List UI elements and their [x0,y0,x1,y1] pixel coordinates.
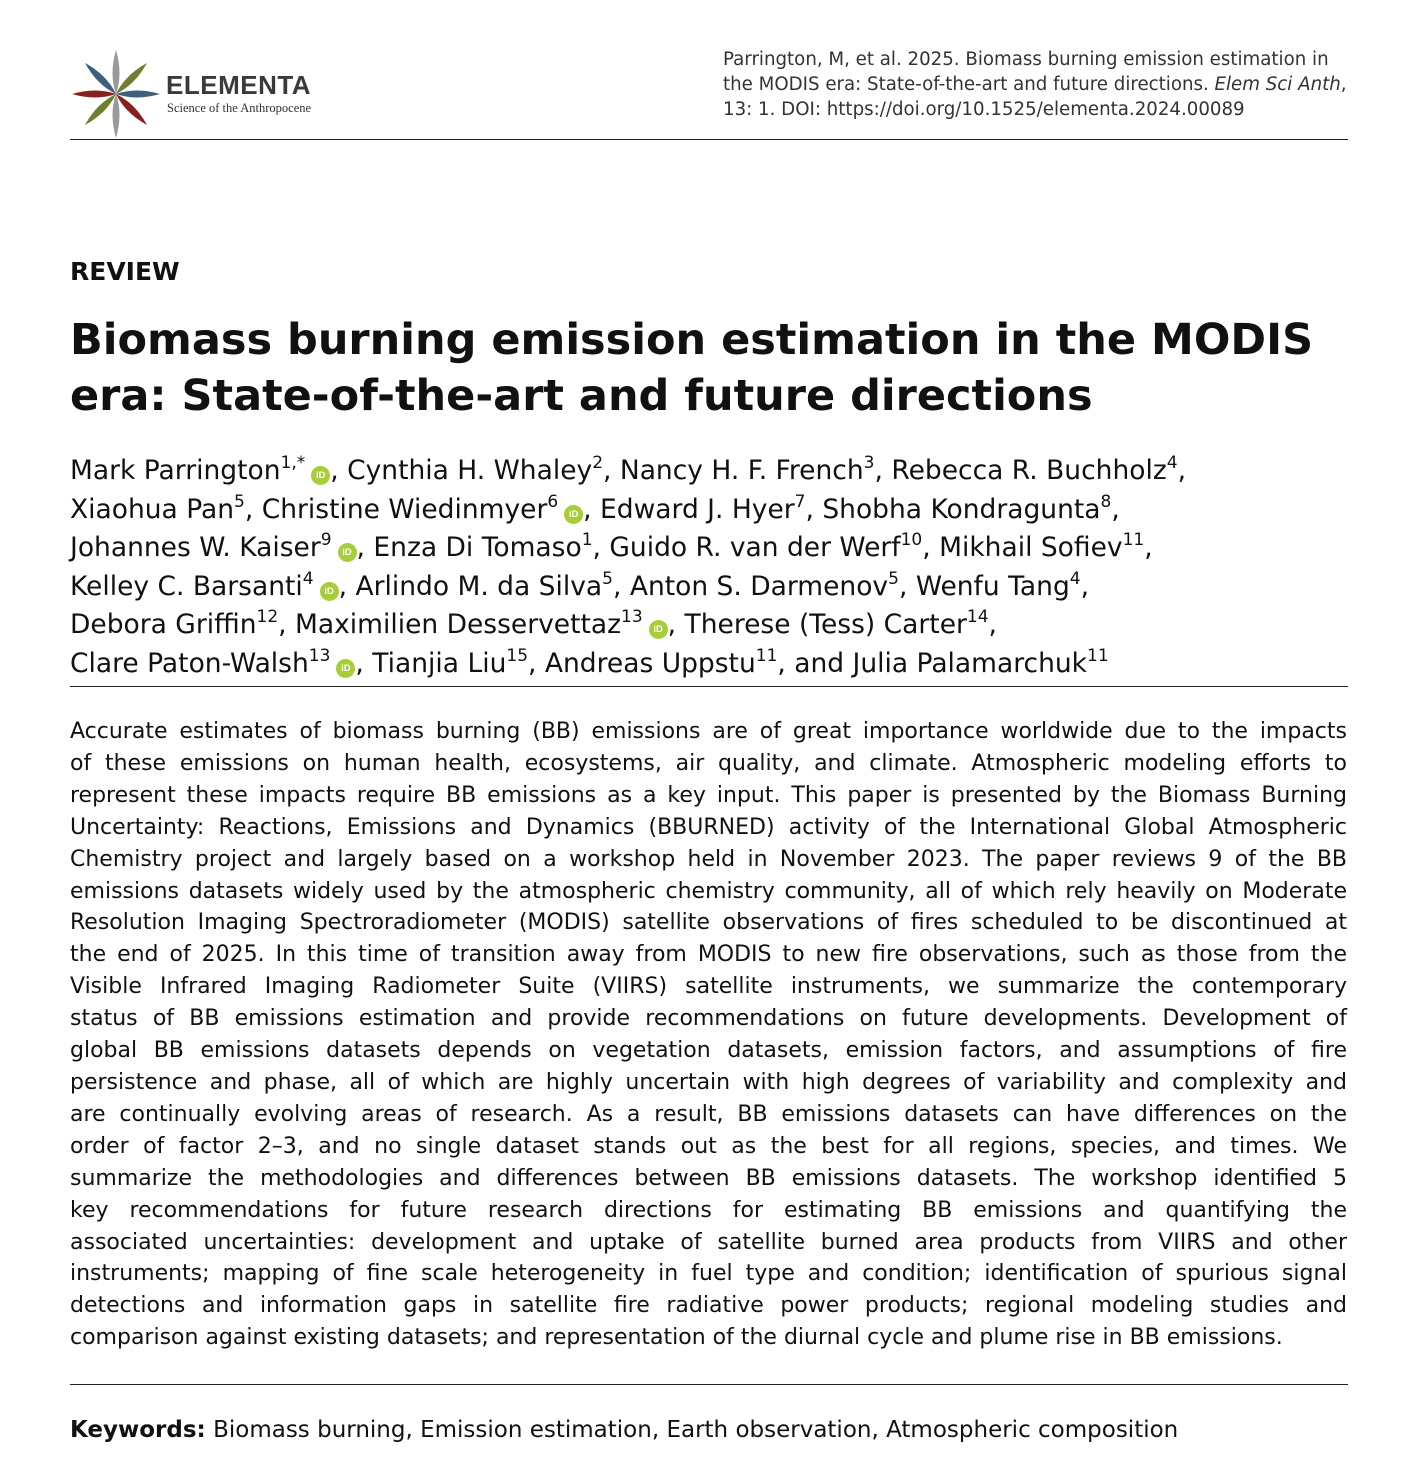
author [70,532,373,563]
author-separator: , [667,609,685,641]
author-separator: , [1080,570,1090,602]
abstract-line: comparison against existing datasets; and representation of the diurnal cycle and plume rise in BB emissions. [70,1325,1283,1351]
author-affiliation: 2 [592,453,604,473]
author [544,645,853,679]
abstract-line: global BB emissions datasets depends on vegetation datasets, emission factors, and assumptions of fire [70,1038,1347,1064]
author [70,609,295,640]
author [629,568,916,602]
author-affiliation: 11 [755,645,778,666]
author [685,609,997,640]
author-affiliation: 9 [320,530,332,551]
keywords [70,1417,1178,1443]
abstract-line: associated uncertainties: development and uptake of satellite burned area products from VIIRS and other [70,1229,1347,1255]
abstract-line: status of BB emissions estimation and provide recommendations on future developments. Development of [70,1006,1347,1032]
author-name: Kelley C. Barsanti [70,570,303,602]
author-name: Debora Griffin [70,609,257,641]
orcid-icon[interactable]: iD [336,659,355,678]
author-separator: , [1144,532,1153,564]
orcid-icon[interactable]: iD [320,582,339,601]
author-separator: , [244,493,262,525]
author-list [70,452,1360,684]
author-affiliation: 4 [302,568,314,589]
abstract-line: Visible Infrared Imaging Radiometer Suite (VIIRS) satellite instruments, we summarize the contemporary [70,974,1347,1000]
abstract-line: of these emissions on human health, ecosystems, air quality, and climate. Atmospheric modeling efforts to [70,750,1347,776]
author [70,491,262,525]
author-name: Nancy H. F. French [619,455,864,486]
author-separator: , [330,455,348,486]
author-name: Maximilien Desservettaz [295,609,622,641]
abstract-line: persistence and phase, all of which are highly uncertain with high degrees of variability and complexity and [70,1069,1347,1095]
author-name: Julia Palamarchuk [852,647,1088,679]
author [609,532,939,563]
author-separator: , [278,609,296,641]
author-name: Tianjia Liu [372,647,507,679]
abstract [70,716,1347,1354]
author-affiliation: 1,* [280,453,306,473]
author-separator: , [528,647,545,679]
abstract-divider [70,1384,1348,1385]
author-name: Cynthia H. Whaley [347,455,593,486]
author-affiliation: 11 [1122,530,1145,551]
author-affiliation: 13 [308,645,331,666]
author-separator: , [805,493,823,525]
abstract-line: instruments; mapping of fine scale heterogeneity in fuel type and condition; identification of spurious signal [70,1261,1347,1287]
citation-journal: Elem Sci Anth [1214,74,1341,95]
author-affiliation: 5 [602,568,613,589]
orcid-icon[interactable]: iD [649,620,668,639]
author-name: Mikhail Sofiev [939,532,1123,564]
author-affiliation: 14 [966,607,989,628]
author-separator: , [338,570,356,602]
author [347,455,620,486]
author [355,568,630,602]
author [295,609,685,640]
logo-subtitle: Science of the Anthropocene [167,101,312,115]
citation [723,47,1363,122]
author-affiliation: 12 [256,607,279,628]
orcid-icon[interactable]: iD [338,543,357,562]
author-name: Johannes W. Kaiser [70,532,321,564]
author-affiliation: 11 [1087,645,1109,666]
author-name: Enza Di Tomaso [373,532,582,564]
author-separator: , [355,647,373,679]
author-separator: , and [777,647,853,679]
elementa-logo-icon [70,48,162,140]
article-type: REVIEW [70,257,180,286]
author-affiliation: 5 [234,491,245,512]
author-separator: , [592,532,610,564]
logo-name: ELEMENTA [166,70,312,100]
author-name: Xiaohua Pan [70,493,235,525]
author-affiliation: 7 [794,491,806,512]
author [915,568,1090,602]
author-name: Wenfu Tang [915,570,1070,602]
author-affiliation: 13 [621,607,643,628]
author-affiliation: 6 [547,491,559,512]
author-name: Andreas Uppstu [544,647,756,679]
author-separator: , [898,570,916,602]
abstract-line: emissions datasets widely used by the atmospheric chemistry community, all of which rely heavily on Moderate [70,878,1347,904]
author-separator: , [1111,493,1120,525]
abstract-line: summarize the methodologies and differences between BB emissions datasets. The workshop identified 5 [70,1165,1347,1191]
author-name: Edward J. Hyer [600,493,795,525]
author [373,532,609,563]
author-affiliation: 4 [1069,568,1081,589]
abstract-line: represent these impacts require BB emissions as a key input. This paper is presented by the Biomass Burning [70,782,1347,808]
abstract-line: are continually evolving areas of research. As a result, BB emissions datasets can have differences on the [70,1101,1347,1127]
abstract-line: the end of 2025. In this time of transition away from MODIS to new fire observations, such as those from the [70,942,1347,968]
author-name: Clare Paton-Walsh [70,647,309,679]
author-name: Shobha Kondragunta [822,493,1101,525]
article-title: Biomass burning emission estimation in the MODIS era: State-of-the-art and future directions [70,315,1314,421]
author-affiliation: 15 [506,645,529,666]
keywords-text: Biomass burning, Emission estimation, Earth observation, Atmospheric composition [213,1417,1179,1443]
author-separator: , [603,455,620,486]
author [372,645,545,679]
author-separator: , [874,455,892,486]
abstract-line: Chemistry project and largely based on a workshop held in November 2023. The paper reviews 9 of the BB [70,846,1347,872]
author [620,455,891,486]
author-separator: , [1177,455,1186,486]
author-name: Christine Wiedinmyer [261,493,548,525]
author [70,568,356,602]
author [261,491,601,525]
citation-part2: , 13: 1. DOI: https://doi.org/10.1525/elementa.2024.00089 [723,74,1347,120]
author-separator: , [988,609,997,641]
author [70,455,347,486]
authors-divider [70,686,1348,687]
author-separator: , [583,493,601,525]
author-name: Arlindo M. da Silva [355,570,603,602]
abstract-line: Uncertainty: Reactions, Emissions and Dynamics (BBURNED) activity of the International Global Atmospheric [70,814,1347,840]
orcid-icon[interactable]: iD [564,505,583,524]
journal-logo [70,48,360,138]
citation-part1: Parrington, M, et al. 2025. Biomass burning emission estimation in the MODIS era: State-of-the-art and future directions. [723,49,1329,95]
keywords-label: Keywords: [70,1417,206,1443]
author-separator: , [922,532,940,564]
author [891,455,1186,486]
abstract-line: Accurate estimates of biomass burning (BB) emissions are of great importance worldwide due to the impacts [70,719,1347,744]
author [852,645,1109,679]
author-separator: , [612,570,630,602]
author-affiliation: 10 [900,530,923,551]
author-name: Guido R. van der Werf [609,532,901,564]
author-name: Rebecca R. Buchholz [891,455,1167,486]
abstract-line: key recommendations for future research directions for estimating BB emissions and quantifying the [70,1197,1347,1223]
author [70,645,373,679]
orcid-icon[interactable]: iD [311,466,330,485]
author-affiliation: 3 [863,453,875,473]
abstract-line: detections and information gaps in satellite fire radiative power products; regional modeling studies and [70,1293,1347,1319]
author [822,491,1120,525]
abstract-line: order of factor 2–3, and no single dataset stands out as the best for all regions, species, and times. We [70,1133,1347,1159]
author-name: Therese (Tess) Carter [684,609,967,641]
author [600,491,823,525]
author-affiliation: 1 [581,530,593,551]
author-affiliation: 4 [1166,453,1178,473]
author-separator: , [356,532,374,564]
abstract-line: Resolution Imaging Spectroradiometer (MODIS) satellite observations of fires scheduled to be discontinued at [70,910,1347,936]
header-divider [70,139,1348,140]
author-name: Anton S. Darmenov [629,570,889,602]
author-affiliation: 5 [888,568,899,589]
author-affiliation: 8 [1100,491,1112,512]
author [939,532,1153,563]
author-name: Mark Parrington [70,455,281,486]
